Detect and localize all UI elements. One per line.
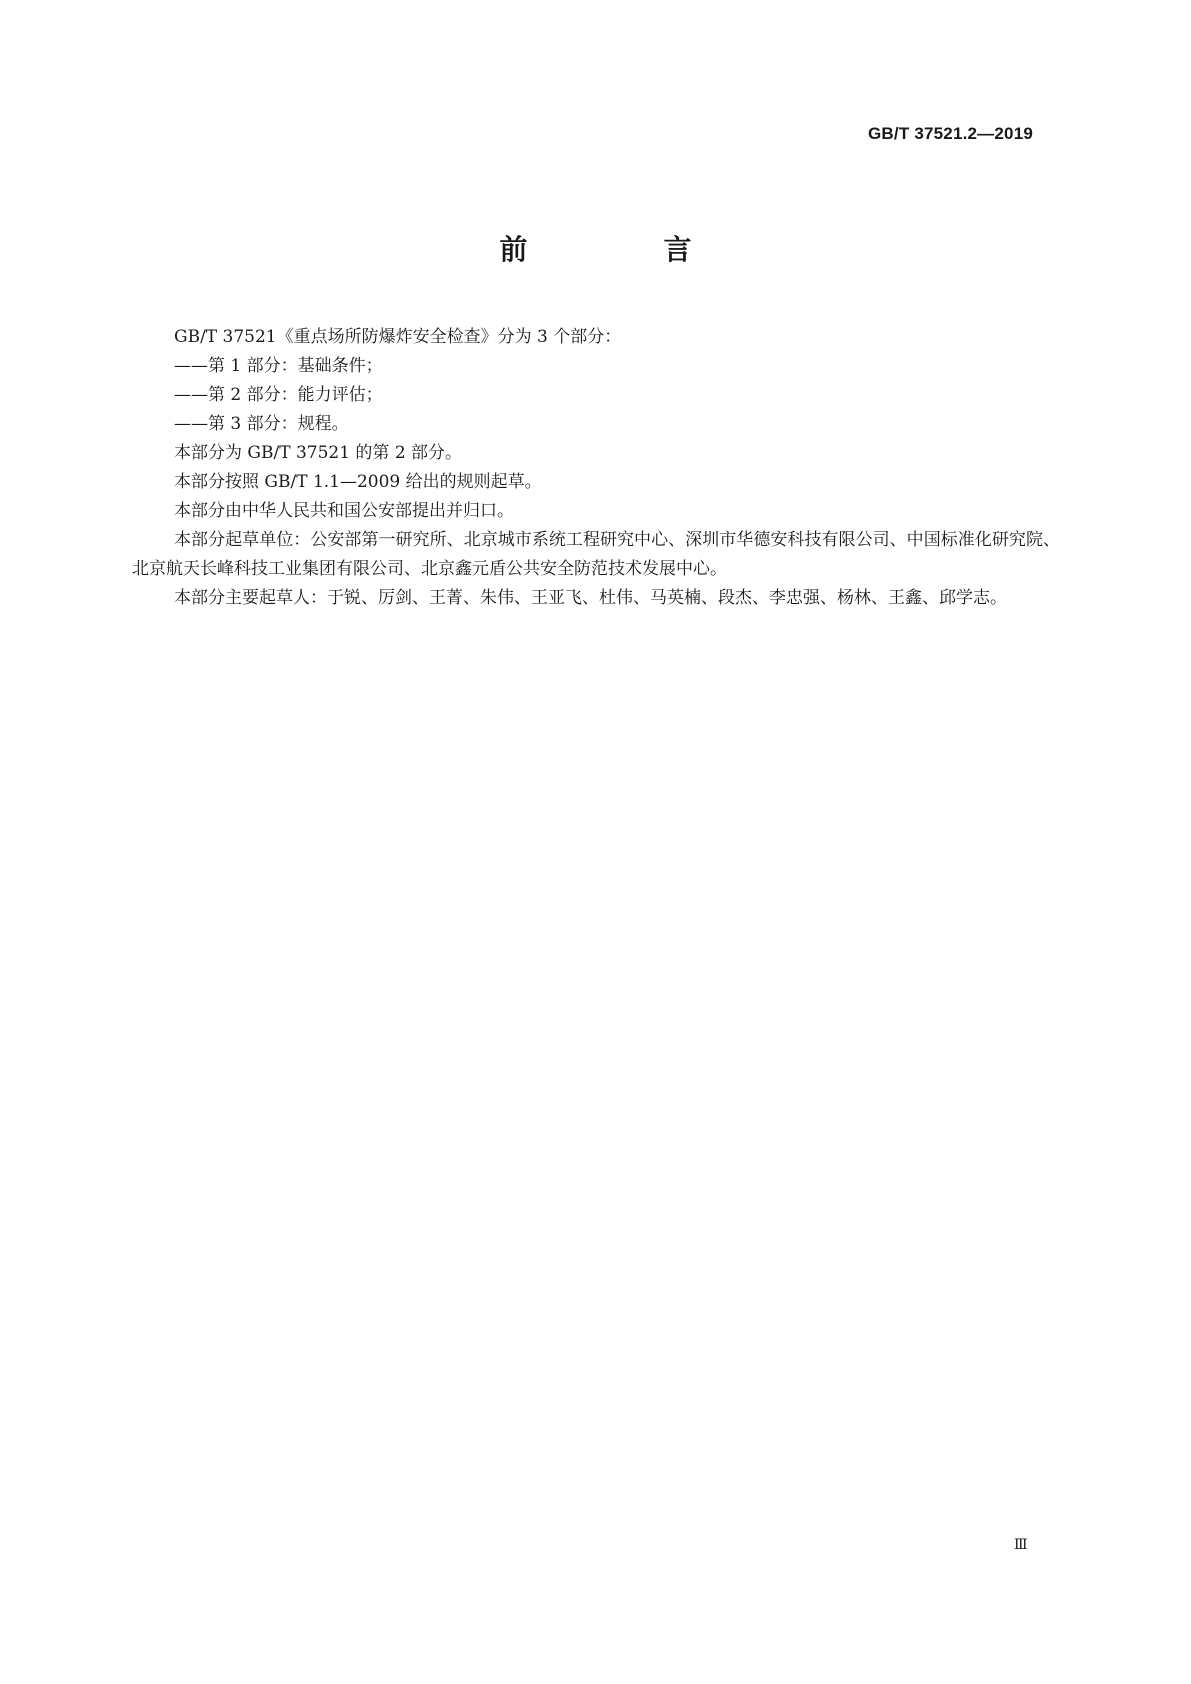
paragraph-proposer: 本部分由中华人民共和国公安部提出并归口。 bbox=[174, 501, 514, 521]
list-item-part-2: ——第 2 部分：能力评估； bbox=[174, 385, 383, 405]
list-item-part-1: ——第 1 部分：基础条件； bbox=[174, 356, 383, 376]
paragraph-this-part: 本部分为 GB/T 37521 的第 2 部分。 bbox=[174, 443, 463, 463]
paragraph-drafting-rules: 本部分按照 GB/T 1.1—2009 给出的规则起草。 bbox=[174, 472, 542, 492]
page-number: Ⅲ bbox=[1014, 1537, 1028, 1553]
foreword-body bbox=[132, 323, 1060, 613]
list-item-part-3: ——第 3 部分：规程。 bbox=[174, 414, 349, 434]
page-title: 前 言 bbox=[499, 233, 746, 266]
paragraph-series-intro: GB/T 37521《重点场所防爆炸安全检查》分为 3 个部分： bbox=[174, 327, 622, 347]
standard-code: GB/T 37521.2—2019 bbox=[868, 124, 1033, 143]
paragraph-drafting-units: 本部分起草单位：公安部第一研究所、北京城市系统工程研究中心、深圳市华德安科技有限公司、中国标准化研究院、北京航天长峰科技工业集团有限公司、北京鑫元盾公共安全防范技术发展中心。 bbox=[132, 530, 1060, 579]
paragraph-drafters: 本部分主要起草人：于锐、厉剑、王菁、朱伟、王亚飞、杜伟、马英楠、段杰、李忠强、杨林、王鑫、邱学志。 bbox=[174, 588, 1007, 608]
